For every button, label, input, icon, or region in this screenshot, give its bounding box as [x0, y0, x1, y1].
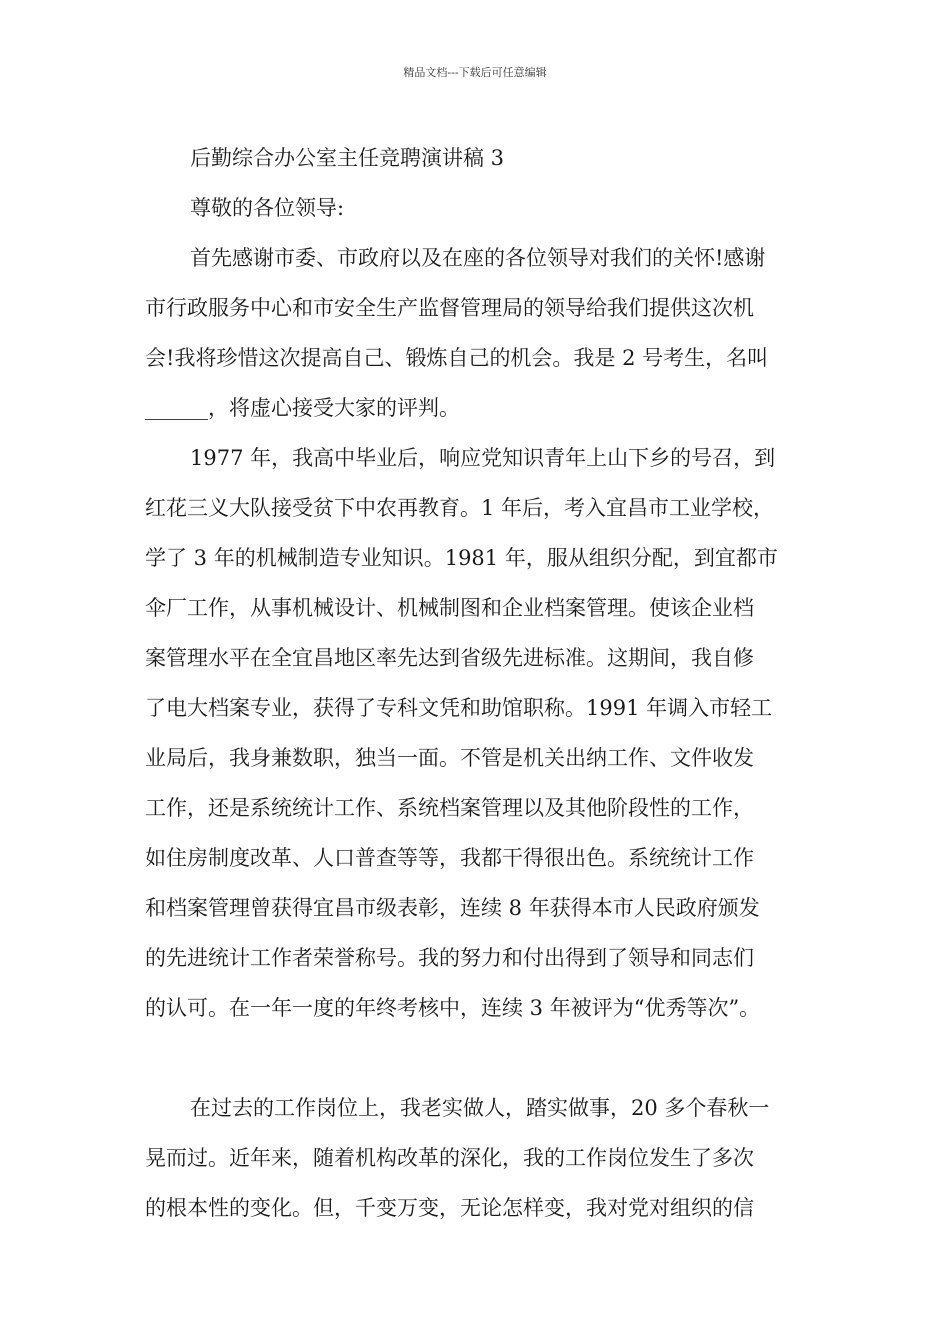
paragraph-line: 案管理水平在全宜昌地区率先达到省级先进标准。这期间，我自修	[145, 646, 754, 670]
paragraph-line: 业局后，我身兼数职，独当一面。不管是机关出纳工作、文件收发	[145, 746, 754, 770]
paragraph-line: 红花三义大队接受贫下中农再教育。1 年后，考入宜昌市工业学校，	[145, 496, 775, 520]
paragraph-line: 在过去的工作岗位上，我老实做人，踏实做事，20 多个春秋一	[190, 1096, 770, 1120]
salutation: 尊敬的各位领导:	[190, 196, 345, 220]
paragraph-line: 的认可。在一年一度的年终考核中，连续 3 年被评为“优秀等次”。	[145, 996, 761, 1020]
paragraph-line: 的根本性的变化。但，千变万变，无论怎样变，我对党对组织的信	[145, 1196, 754, 1220]
paragraph-line: 晃而过。近年来，随着机构改革的深化，我的工作岗位发生了多次	[145, 1146, 754, 1170]
paragraph-line: 如住房制度改革、人口普查等等，我都干得很出色。系统统计工作	[145, 846, 754, 870]
page-header: 精品文档---下载后可任意编辑	[403, 66, 547, 79]
paragraph-line: 了电大档案专业，获得了专科文凭和助馆职称。1991 年调入市轻工	[145, 696, 773, 720]
document-title: 后勤综合办公室主任竞聘演讲稿 3	[190, 146, 505, 170]
document-body	[145, 133, 809, 1233]
paragraph-line: 学了 3 年的机械制造专业知识。1981 年，服从组织分配，到宜都市	[145, 546, 778, 570]
paragraph-line: 伞厂工作，从事机械设计、机械制图和企业档案管理。使该企业档	[145, 596, 754, 620]
paragraph-line: 会!我将珍惜这次提高自己、锻炼自己的机会。我是 2 号考生，名叫	[145, 346, 769, 370]
paragraph-line: 和档案管理曾获得宜昌市级表彰，连续 8 年获得本市人民政府颁发	[145, 896, 760, 920]
paragraph-gap	[145, 1033, 809, 1083]
paragraph-line: 首先感谢市委、市政府以及在座的各位领导对我们的关怀!感谢	[190, 246, 766, 270]
paragraph-line: 市行政服务中心和市安全生产监督管理局的领导给我们提供这次机	[145, 296, 754, 320]
paragraph-3	[145, 1083, 809, 1233]
paragraph-1	[145, 233, 809, 433]
paragraph-line: 工作，还是系统统计工作、系统档案管理以及其他阶段性的工作，	[145, 796, 754, 820]
paragraph-line: 1977 年，我高中毕业后，响应党知识青年上山下乡的号召，到	[190, 446, 776, 470]
paragraph-line: ______，将虚心接受大家的评判。	[145, 396, 460, 420]
paragraph-line: 的先进统计工作者荣誉称号。我的努力和付出得到了领导和同志们	[145, 946, 754, 970]
paragraph-2	[145, 433, 809, 1033]
